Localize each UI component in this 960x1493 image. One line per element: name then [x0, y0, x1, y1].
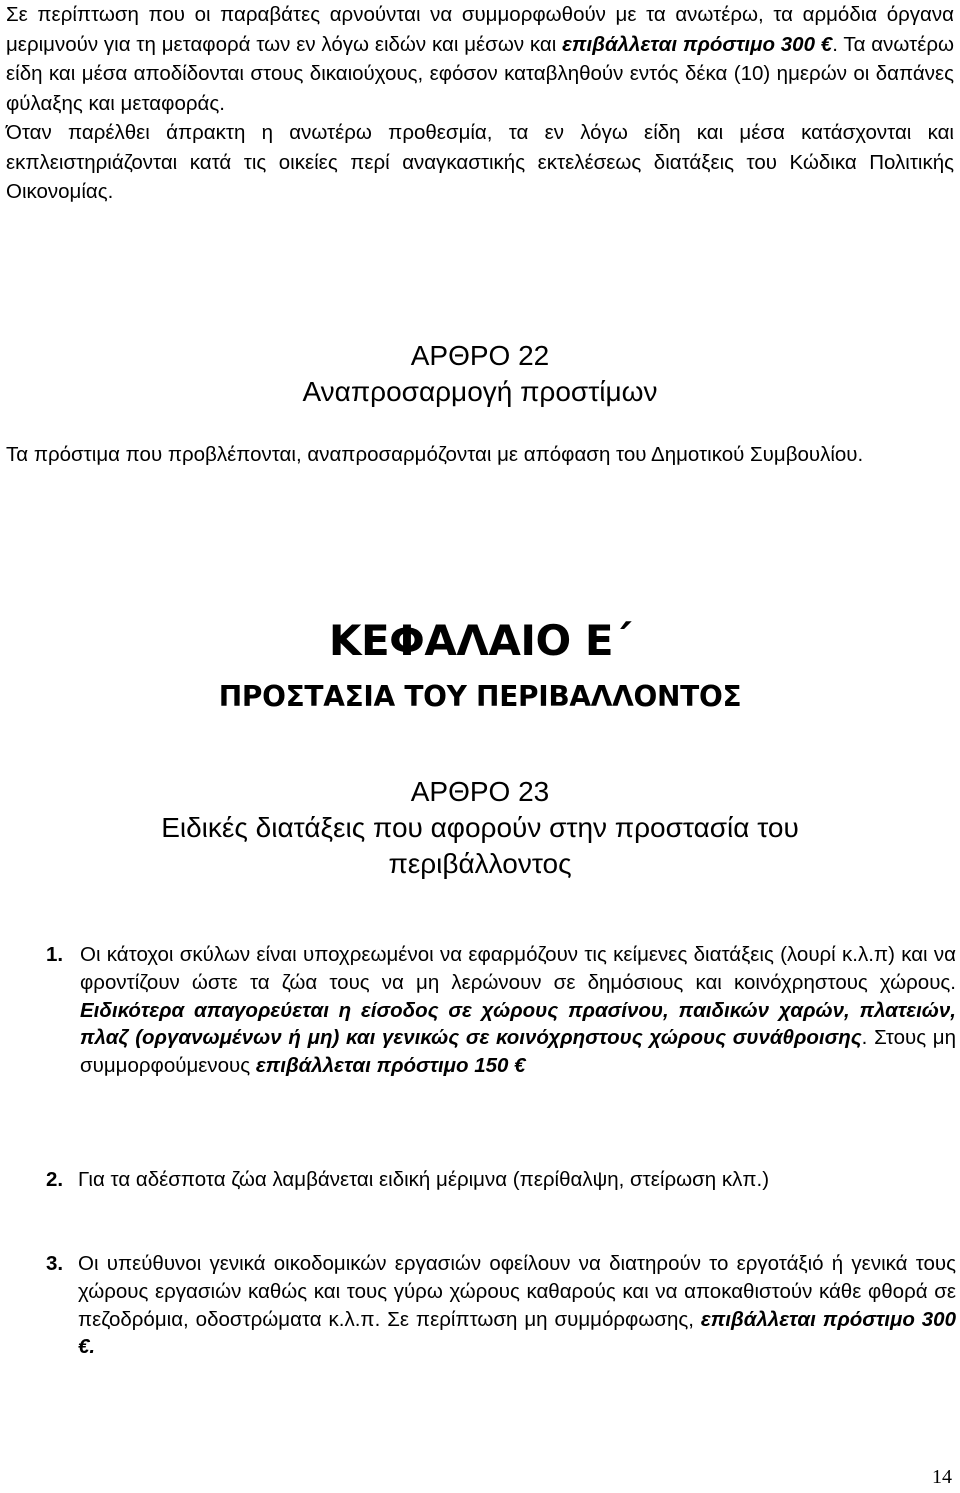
article-22-text: Τα πρόστιμα που προβλέπονται, αναπροσαρμόζονται με απόφαση του Δημοτικού Συμβουλίου.: [6, 443, 864, 466]
article-22-heading: [6, 338, 954, 410]
article-23-title-line-2: περιβάλλοντος: [388, 848, 572, 879]
fine-150-bold: επιβάλλεται πρόστιμο 150 €: [255, 1054, 526, 1078]
list-item-number: 2.: [46, 1168, 64, 1191]
fine-300-bold-2: επιβάλλεται πρόστιμο 300 €.: [78, 1307, 956, 1359]
list-item-number: 1.: [46, 943, 64, 966]
list-item-text: Οι κάτοχοι σκύλων είναι υποχρεωμένοι να εφαρμόζουν τις κείμενες διατάξεις (λουρί κ.λ.π) και να φροντίζουν ώστε τα ζώα τους να μη λερώνουν σε δημόσιους και κοινόχρηστους χώρους.: [80, 943, 956, 994]
article-23-number: ΑΡΘΡΟ 23: [410, 776, 550, 807]
top-paragraph: [6, 0, 954, 207]
chapter-subtitle: ΠΡΟΣΤΑΣΙΑ ΤΟΥ ΠΕΡΙΒΑΛΛΟΝΤΟΣ: [218, 680, 742, 713]
list-item: [46, 941, 956, 1080]
list-item-text-2: . Στους μη συμμορφούμενους: [80, 1026, 956, 1078]
top-paragraph-text-2: . Τα ανωτέρω είδη και μέσα αποδίδονται στους δικαιούχους, εφόσον καταβληθούν εντός δέκα (10) ημερών οι δαπάνες φύλαξης και μεταφοράς.: [6, 32, 955, 115]
top-paragraph-text-1: Σε περίπτωση που οι παραβάτες αρνούνται να συμμορφωθούν με τα ανωτέρω, τα αρμόδια όργανα μεριμνούν για τη μεταφορά των εν λόγω ειδών και μέσων και: [6, 3, 954, 56]
chapter-title: ΚΕΦΑΛΑΙΟ Ε΄: [328, 616, 632, 665]
top-paragraph-text-3: Όταν παρέλθει άπρακτη η ανωτέρω προθεσμία, τα εν λόγω είδη και μέσα κατάσχονται και εκπλειστηριάζονται κατά τις οικείες περί αναγκαστικής εκτελέσεως διατάξεις του Κώδικα Πολιτικής Οικονομίας.: [6, 121, 954, 203]
fine-300-bold: επιβάλλεται πρόστιμο 300 €: [562, 32, 833, 56]
page-number: 14: [932, 1466, 952, 1488]
article-22-title: Αναπροσαρμογή προστίμων: [302, 376, 658, 407]
list-item-text: Οι υπεύθυνοι γενικά οικοδομικών εργασιών οφείλουν να διατηρούν το εργοτάξιό ή γενικά τους χώρους εργασιών καθώς και τους γύρω χώρους καθαρούς και να αποκαθιστούν κάθε φθορά σε πεζοδρόμια, οδοστρώματα κ.λ.π. Σε περίπτωση μη συμμόρφωσης,: [78, 1252, 956, 1331]
list-item-text: Για τα αδέσποτα ζώα λαμβάνεται ειδική μέριμνα (περίθαλψη, στείρωση κλπ.): [78, 1168, 770, 1191]
list-item-number: 3.: [46, 1252, 64, 1275]
article-23-title-line-1: Ειδικές διατάξεις που αφορούν στην προστασία του: [161, 812, 799, 843]
list-item: [46, 1250, 956, 1361]
list-item: [46, 1166, 956, 1194]
article-23-heading: [6, 774, 954, 882]
article-22-number: ΑΡΘΡΟ 22: [410, 340, 550, 371]
list-item-emphasis: Ειδικότερα απαγορεύεται η είσοδος σε χώρους πρασίνου, παιδικών χαρών, πλατειών, πλαζ (οργανωμένων ή μη) και γενικώς σε κοινόχρηστους χώρους συνάθροισης: [80, 998, 956, 1050]
